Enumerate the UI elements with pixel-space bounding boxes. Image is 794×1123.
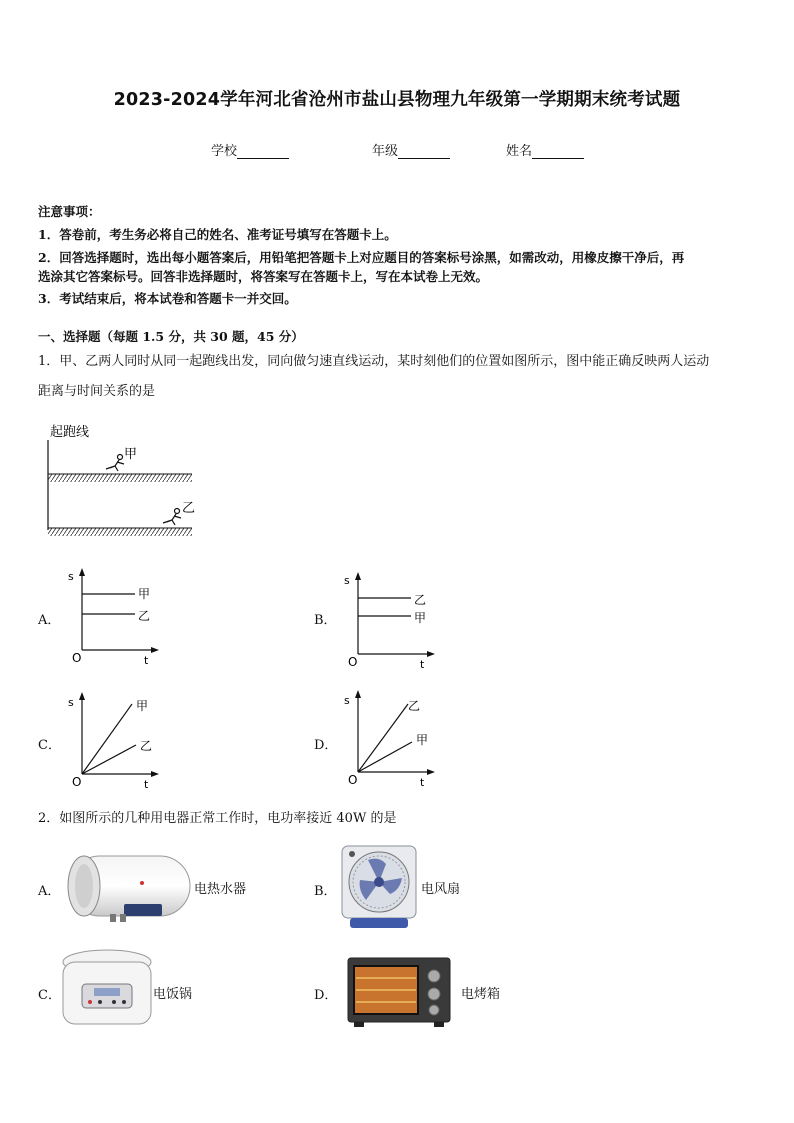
q2-option-c-label: 电饭锅 <box>153 987 193 1002</box>
origin-label: O <box>72 651 82 665</box>
runner-b-label: 乙 <box>182 501 196 516</box>
q2-option-c-letter[interactable]: C． <box>38 988 61 1003</box>
series-lower-label: 乙 <box>138 609 151 623</box>
q1-line-1: 1．甲、乙两人同时从同一起跑线出发，同向做匀速直线运动，某时刻他们的位置如图所示，图中能正确反映两人运动 <box>38 354 710 369</box>
arrow-icon <box>355 690 361 698</box>
arrow-icon <box>151 771 159 777</box>
grade-label: 年级 <box>372 144 399 159</box>
q2-option-a-label: 电热水器 <box>194 882 247 897</box>
arrow-icon <box>355 572 361 580</box>
note-item-2-cont: 选涂其它答案标号。回答非选择题时，将答案写在答题卡上，写在本试卷上无效。 <box>38 269 489 284</box>
arrow-icon <box>79 692 85 700</box>
q1-option-a-graph <box>62 566 172 670</box>
series-upper-label: 甲 <box>138 587 151 601</box>
lane-bottom <box>48 528 192 536</box>
q2-option-b-letter[interactable]: B． <box>314 884 337 899</box>
q1-track-figure <box>40 420 200 540</box>
series-upper-label: 乙 <box>414 593 427 607</box>
note-item-2: 2．回答选择题时，选出每小题答案后，用铅笔把答题卡上对应题目的答案标号涂黑，如需改动，用橡皮擦干净后，再 <box>38 250 685 265</box>
name-label: 姓名 <box>506 144 533 159</box>
q1-option-b-graph <box>338 570 448 674</box>
q1-option-a-letter[interactable]: A． <box>38 613 61 628</box>
axis-x-label: t <box>144 778 149 791</box>
q2-text: 2．如图所示的几种用电器正常工作时，电功率接近 40W 的是 <box>38 811 397 826</box>
origin-label: O <box>348 655 358 669</box>
runner-a-label: 甲 <box>124 447 138 462</box>
axis-x-label: t <box>144 654 149 667</box>
q2-option-d-letter[interactable]: D． <box>314 988 338 1003</box>
start-line-label: 起跑线 <box>50 425 90 440</box>
axis-y-label: s <box>344 694 350 707</box>
series-lower-label: 甲 <box>414 611 427 625</box>
q1-option-c-graph <box>62 690 172 794</box>
q2-option-d-label: 电烤箱 <box>461 987 501 1002</box>
page-title: 2023-2024学年河北省沧州市盐山县物理九年级第一学期期末统考试题 <box>113 90 681 110</box>
school-label: 学校 <box>211 144 238 159</box>
axis-y-label: s <box>68 570 74 583</box>
lane-divider <box>48 474 192 482</box>
axis-x-label: t <box>420 658 425 671</box>
section-heading: 一、选择题（每题 1.5 分，共 30 题，45 分） <box>38 329 304 344</box>
q2-option-a-letter[interactable]: A． <box>38 884 61 899</box>
q1-option-c-letter[interactable]: C． <box>38 738 61 753</box>
q1-line-2: 距离与时间关系的是 <box>38 384 156 399</box>
rice-cooker-icon <box>60 948 154 1032</box>
q1-option-d-letter[interactable]: D． <box>314 738 338 753</box>
school-field <box>211 140 289 159</box>
series-upper-label: 甲 <box>136 699 149 713</box>
electric-fan-icon <box>338 842 420 932</box>
toaster-oven-icon <box>346 956 452 1030</box>
note-item-1: 1．答卷前，考生务必将自己的姓名、准考证号填写在答题卡上。 <box>38 227 397 242</box>
arrow-icon <box>427 651 435 657</box>
axis-y-label: s <box>68 696 74 709</box>
origin-label: O <box>348 773 358 787</box>
arrow-icon <box>427 769 435 775</box>
name-field <box>506 140 584 159</box>
note-item-3: 3．考试结束后，将本试卷和答题卡一并交回。 <box>38 291 297 306</box>
origin-label: O <box>72 775 82 789</box>
grade-blank <box>398 145 450 159</box>
series-lower-label: 乙 <box>140 739 153 753</box>
notes-heading: 注意事项： <box>38 204 101 219</box>
q1-text <box>38 347 758 407</box>
axis-y-label: s <box>344 574 350 587</box>
q1-option-d-graph <box>338 688 448 792</box>
arrow-icon <box>79 568 85 576</box>
runner-icon <box>163 509 181 526</box>
series-lower-label: 甲 <box>416 733 429 747</box>
runner-icon <box>106 455 124 472</box>
series-upper-label: 乙 <box>408 699 421 713</box>
school-blank <box>237 145 289 159</box>
q1-option-b-letter[interactable]: B． <box>314 613 337 628</box>
grade-field <box>372 140 450 159</box>
q2-option-b-label: 电风扇 <box>421 882 461 897</box>
name-blank <box>532 145 584 159</box>
arrow-icon <box>151 647 159 653</box>
water-heater-icon <box>62 846 194 926</box>
axis-x-label: t <box>420 776 425 789</box>
